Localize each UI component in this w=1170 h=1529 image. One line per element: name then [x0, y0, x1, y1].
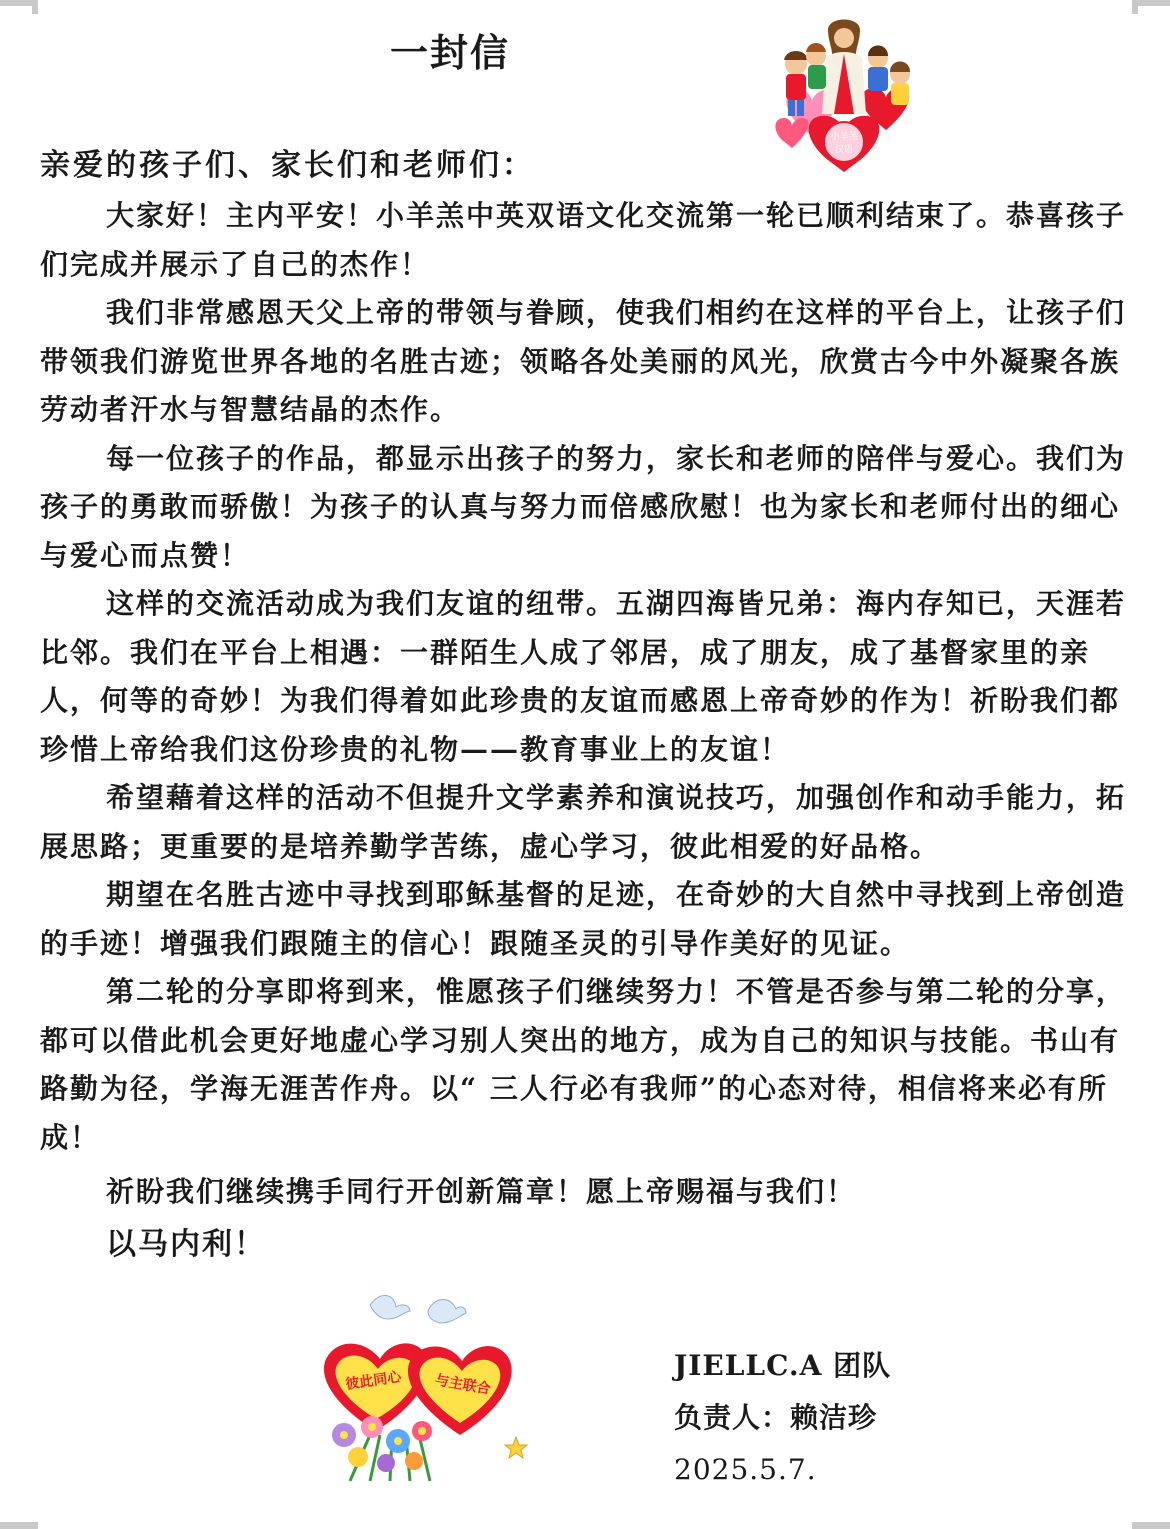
- salutation: 亲爱的孩子们、家长们和老师们：: [40, 148, 535, 183]
- closing-line: 祈盼我们继续携手同行开创新篇章！愿上帝赐福与我们！: [106, 1175, 857, 1208]
- dove-icon: [428, 1299, 466, 1323]
- paragraph: 大家好！主内平安！小羊羔中英双语文化交流第一轮已顺利结束了。恭喜孩子们完成并展示了自己的杰作！: [40, 199, 1127, 281]
- star-icon: [505, 1437, 527, 1458]
- paragraph: 每一位孩子的作品，都显示出孩子的努力，家长和老师的陪伴与爱心。我们为孩子的勇敢而骄傲！为孩子的认真与努力而倍感欣慰！也为家长和老师付出的细心与爱心而点赞！: [40, 441, 1127, 572]
- signature-block: [674, 1340, 891, 1496]
- doves-hearts-logo: [310, 1285, 532, 1485]
- paragraph: 希望藉着这样的活动不但提升文学素养和演说技巧，加强创作和动手能力，拓展思路；更重要的是培养勤学苦练，虚心学习，彼此相爱的好品格。: [40, 781, 1127, 863]
- flower-bouquet: [332, 1416, 432, 1481]
- corner-mark-top-left-v: [32, 0, 38, 14]
- heart-shape: [775, 118, 808, 148]
- paragraph: 这样的交流活动成为我们友谊的纽带。五湖四海皆兄弟：海内存知已，天涯若比邻。我们在平台上相遇：一群陌生人成了邻居，成了朋友，成了基督家里的亲人，何等的奇妙！为我们得着如此珍贵的友谊而感恩上帝奇妙的作为！祈盼我们都珍惜上帝给我们这份珍贵的礼物——教育事业上的友谊！: [40, 587, 1127, 766]
- paragraph: 我们非常感恩天父上帝的带领与眷顾，使我们相约在这样的平台上，让孩子们带领我们游览世界各地的名胜古迹；领略各处美丽的风光，欣赏古今中外凝聚各族劳动者汗水与智慧结晶的杰作。: [40, 296, 1127, 426]
- amen-line: 以马内利！: [106, 1226, 266, 1262]
- dove-icon: [370, 1295, 410, 1319]
- letter-body: [40, 192, 1130, 1269]
- badge-text: 小羊羔: [830, 132, 858, 142]
- heart-text: 彼此同心: [344, 1369, 403, 1393]
- heart-text: 与主联合: [433, 1372, 492, 1398]
- badge-text: 汉语: [834, 145, 854, 155]
- signature-person: 负责人：赖洁珍: [674, 1401, 878, 1434]
- signature-date: 2025.5.7.: [674, 1453, 817, 1486]
- signature-team: JIELLC.A 团队: [674, 1349, 892, 1382]
- corner-mark-bottom-right: [1132, 1522, 1170, 1529]
- paragraph: 期望在名胜古迹中寻找到耶稣基督的足迹，在奇妙的大自然中寻找到上帝创造的手迹！增强我们跟随主的信心！跟随圣灵的引导作美好的见证。: [40, 878, 1127, 960]
- paragraph: 第二轮的分享即将到来，惟愿孩子们继续努力！不管是否参与第二轮的分享，都可以借此机会更好地虚心学习别人突出的地方，成为自己的知识与技能。书山有路勤为径，学海无涯苦作舟。以“ 三人行必有我师”的心态对待，相信将来必有所成！: [40, 975, 1127, 1154]
- corner-mark-top-right-v: [1132, 0, 1138, 14]
- letter-title: 一封信: [390, 30, 511, 75]
- corner-mark-bottom-left: [0, 1522, 38, 1529]
- children-hearts-logo: [762, 10, 926, 174]
